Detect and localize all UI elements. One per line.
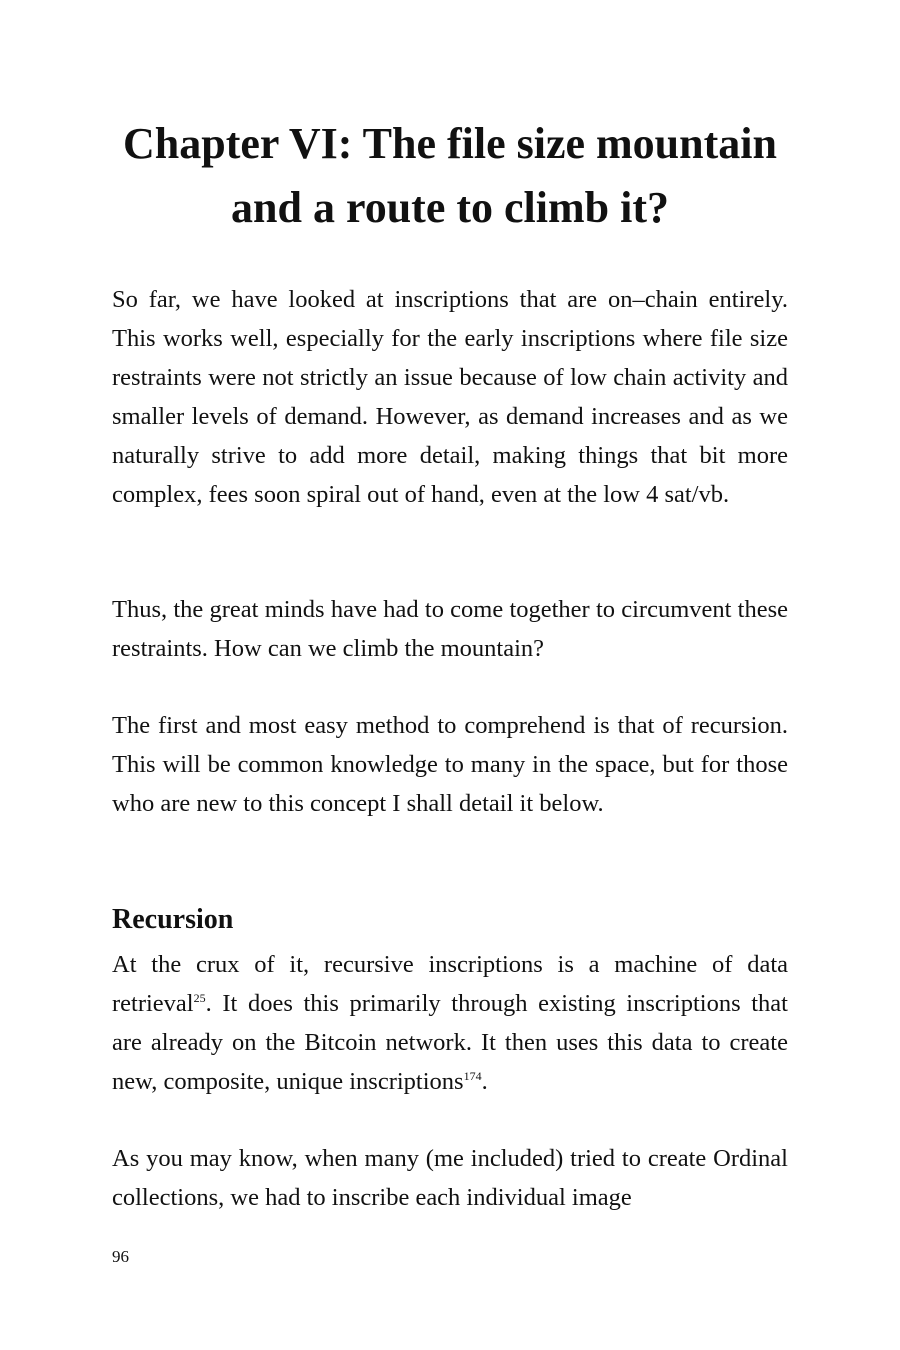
chapter-title-line-1: Chapter VI: The file size mountain [123, 119, 777, 168]
footnote-marker-174: 174 [463, 1069, 482, 1083]
recursion-text-part-2: . It does this primarily through existing inscriptions that are already on the Bitcoin network. It then uses this data to create new, composite, unique inscriptions [112, 990, 788, 1095]
chapter-title [60, 112, 840, 240]
recursion-text-part-1: At the crux of it, recursive inscriptions is a machine of data retrieval [112, 951, 788, 1017]
section-heading-recursion: Recursion [112, 904, 234, 935]
paragraph-intro: So far, we have looked at inscriptions that are on–chain entirely. This works well, especially for the early inscriptions where file size restraints were not strictly an issue because of low chain activity and smaller levels of demand. However, as demand increases and as we naturally strive to add more detail, making things that bit more complex, fees soon spiral out of hand, even at the low 4 sat/vb. [112, 286, 788, 508]
page-number: 96 [112, 1247, 129, 1266]
paragraph-mountain: Thus, the great minds have had to come together to circumvent these restraints. How can we climb the mountain? [112, 596, 788, 662]
recursion-text-part-3: . [481, 1068, 488, 1095]
paragraph-recursion-definition [112, 945, 788, 1101]
chapter-title-line-2: and a route to climb it? [231, 183, 669, 232]
footnote-marker-25: 25 [193, 991, 206, 1005]
paragraph-recursion-intro: The first and most easy method to comprehend is that of recursion. This will be common knowledge to many in the space, but for those who are new to this concept I shall detail it below. [112, 712, 788, 817]
paragraph-ordinal-collections: As you may know, when many (me included) tried to create Ordinal collections, we had to inscribe each individual image [112, 1145, 788, 1211]
